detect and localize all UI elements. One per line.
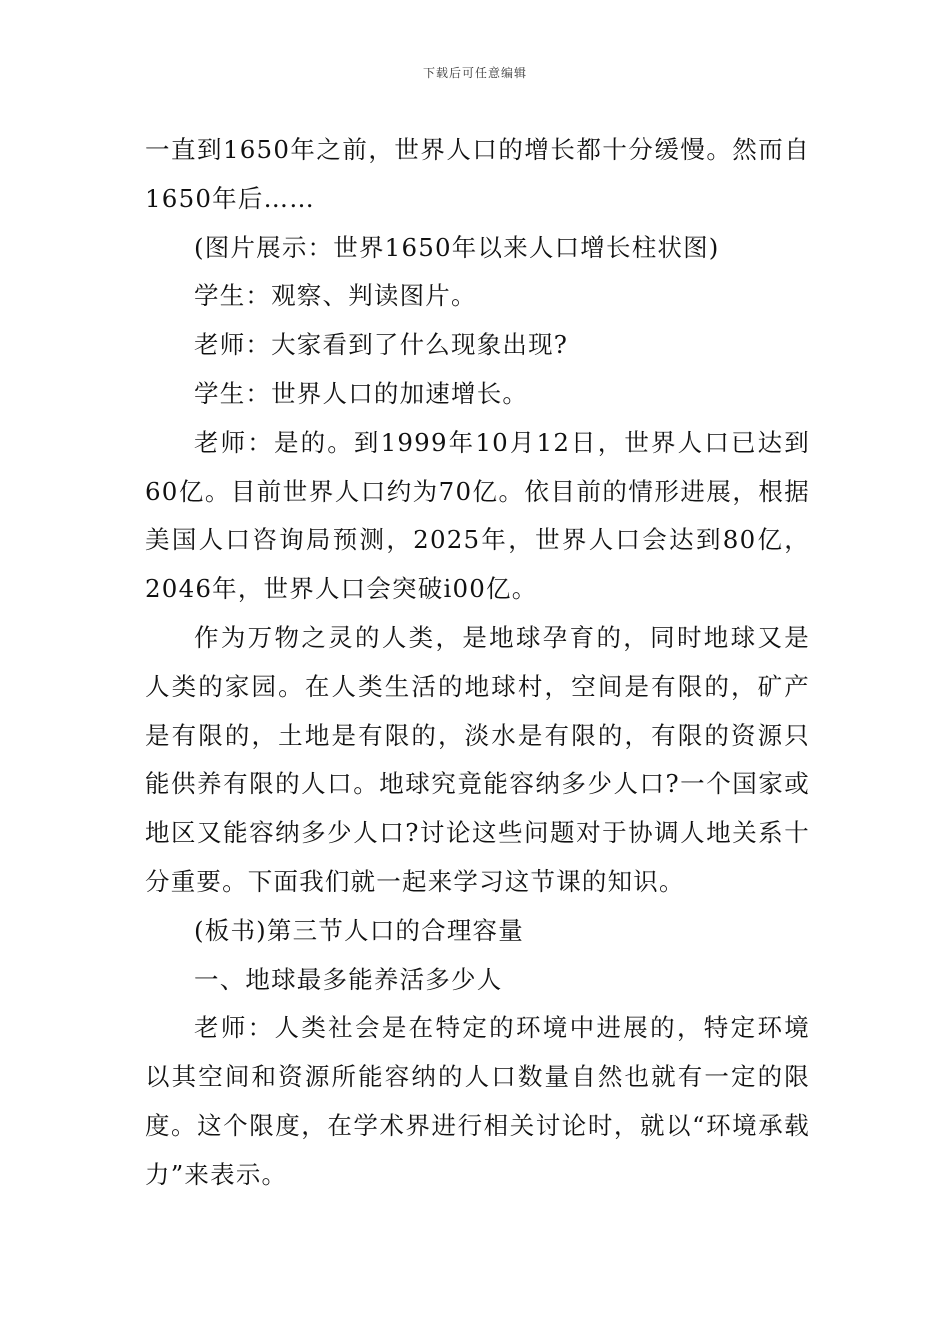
paragraph-teacher-question: 老师：大家看到了什么现象出现? — [194, 330, 569, 360]
paragraph-population-slow-growth: 一直到1650年之前，世界人口的增长都十分缓慢。然而自1650年后…… — [145, 135, 810, 213]
paragraph-image-caption: (图片展示：世界1650年以来人口增长柱状图) — [194, 232, 720, 262]
paragraph-teacher-statistics: 老师：是的。到1999年10月12日，世界人口已达到60亿。目前世界人口约为70亿。依目前的情形进展，根据美国人口咨询局预测，2025年，世界人口会达到80亿，2046年，世界人口会突破i00亿。 — [145, 427, 810, 604]
paragraph-student-observe: 学生：观察、判读图片。 — [194, 281, 477, 311]
paragraph-student-answer: 学生：世界人口的加速增长。 — [194, 378, 529, 408]
paragraph-carrying-capacity: 老师：人类社会是在特定的环境中进展的，特定环境以其空间和资源所能容纳的人口数量自然也就有一定的限度。这个限度，在学术界进行相关讨论时，就以“环境承载力”来表示。 — [145, 1013, 810, 1189]
paragraph-earth-limits: 作为万物之灵的人类，是地球孕育的，同时地球又是人类的家园。在人类生活的地球村，空间是有限的，矿产是有限的，土地是有限的，淡水是有限的，有限的资源只能供养有限的人口。地球究竟能容纳多少人口?一个国家或地区又能容纳多少人口?讨论这些问题对于协调人地关系十分重要。下面我们就一起来学习这节课的知识。 — [145, 622, 810, 896]
paragraph-section-title: (板书)第三节人口的合理容量 — [194, 915, 524, 945]
page-header: 下载后可任意编辑 — [422, 66, 527, 80]
document-body — [145, 126, 810, 1200]
paragraph-subsection-title: 一、地球最多能养活多少人 — [194, 964, 503, 994]
